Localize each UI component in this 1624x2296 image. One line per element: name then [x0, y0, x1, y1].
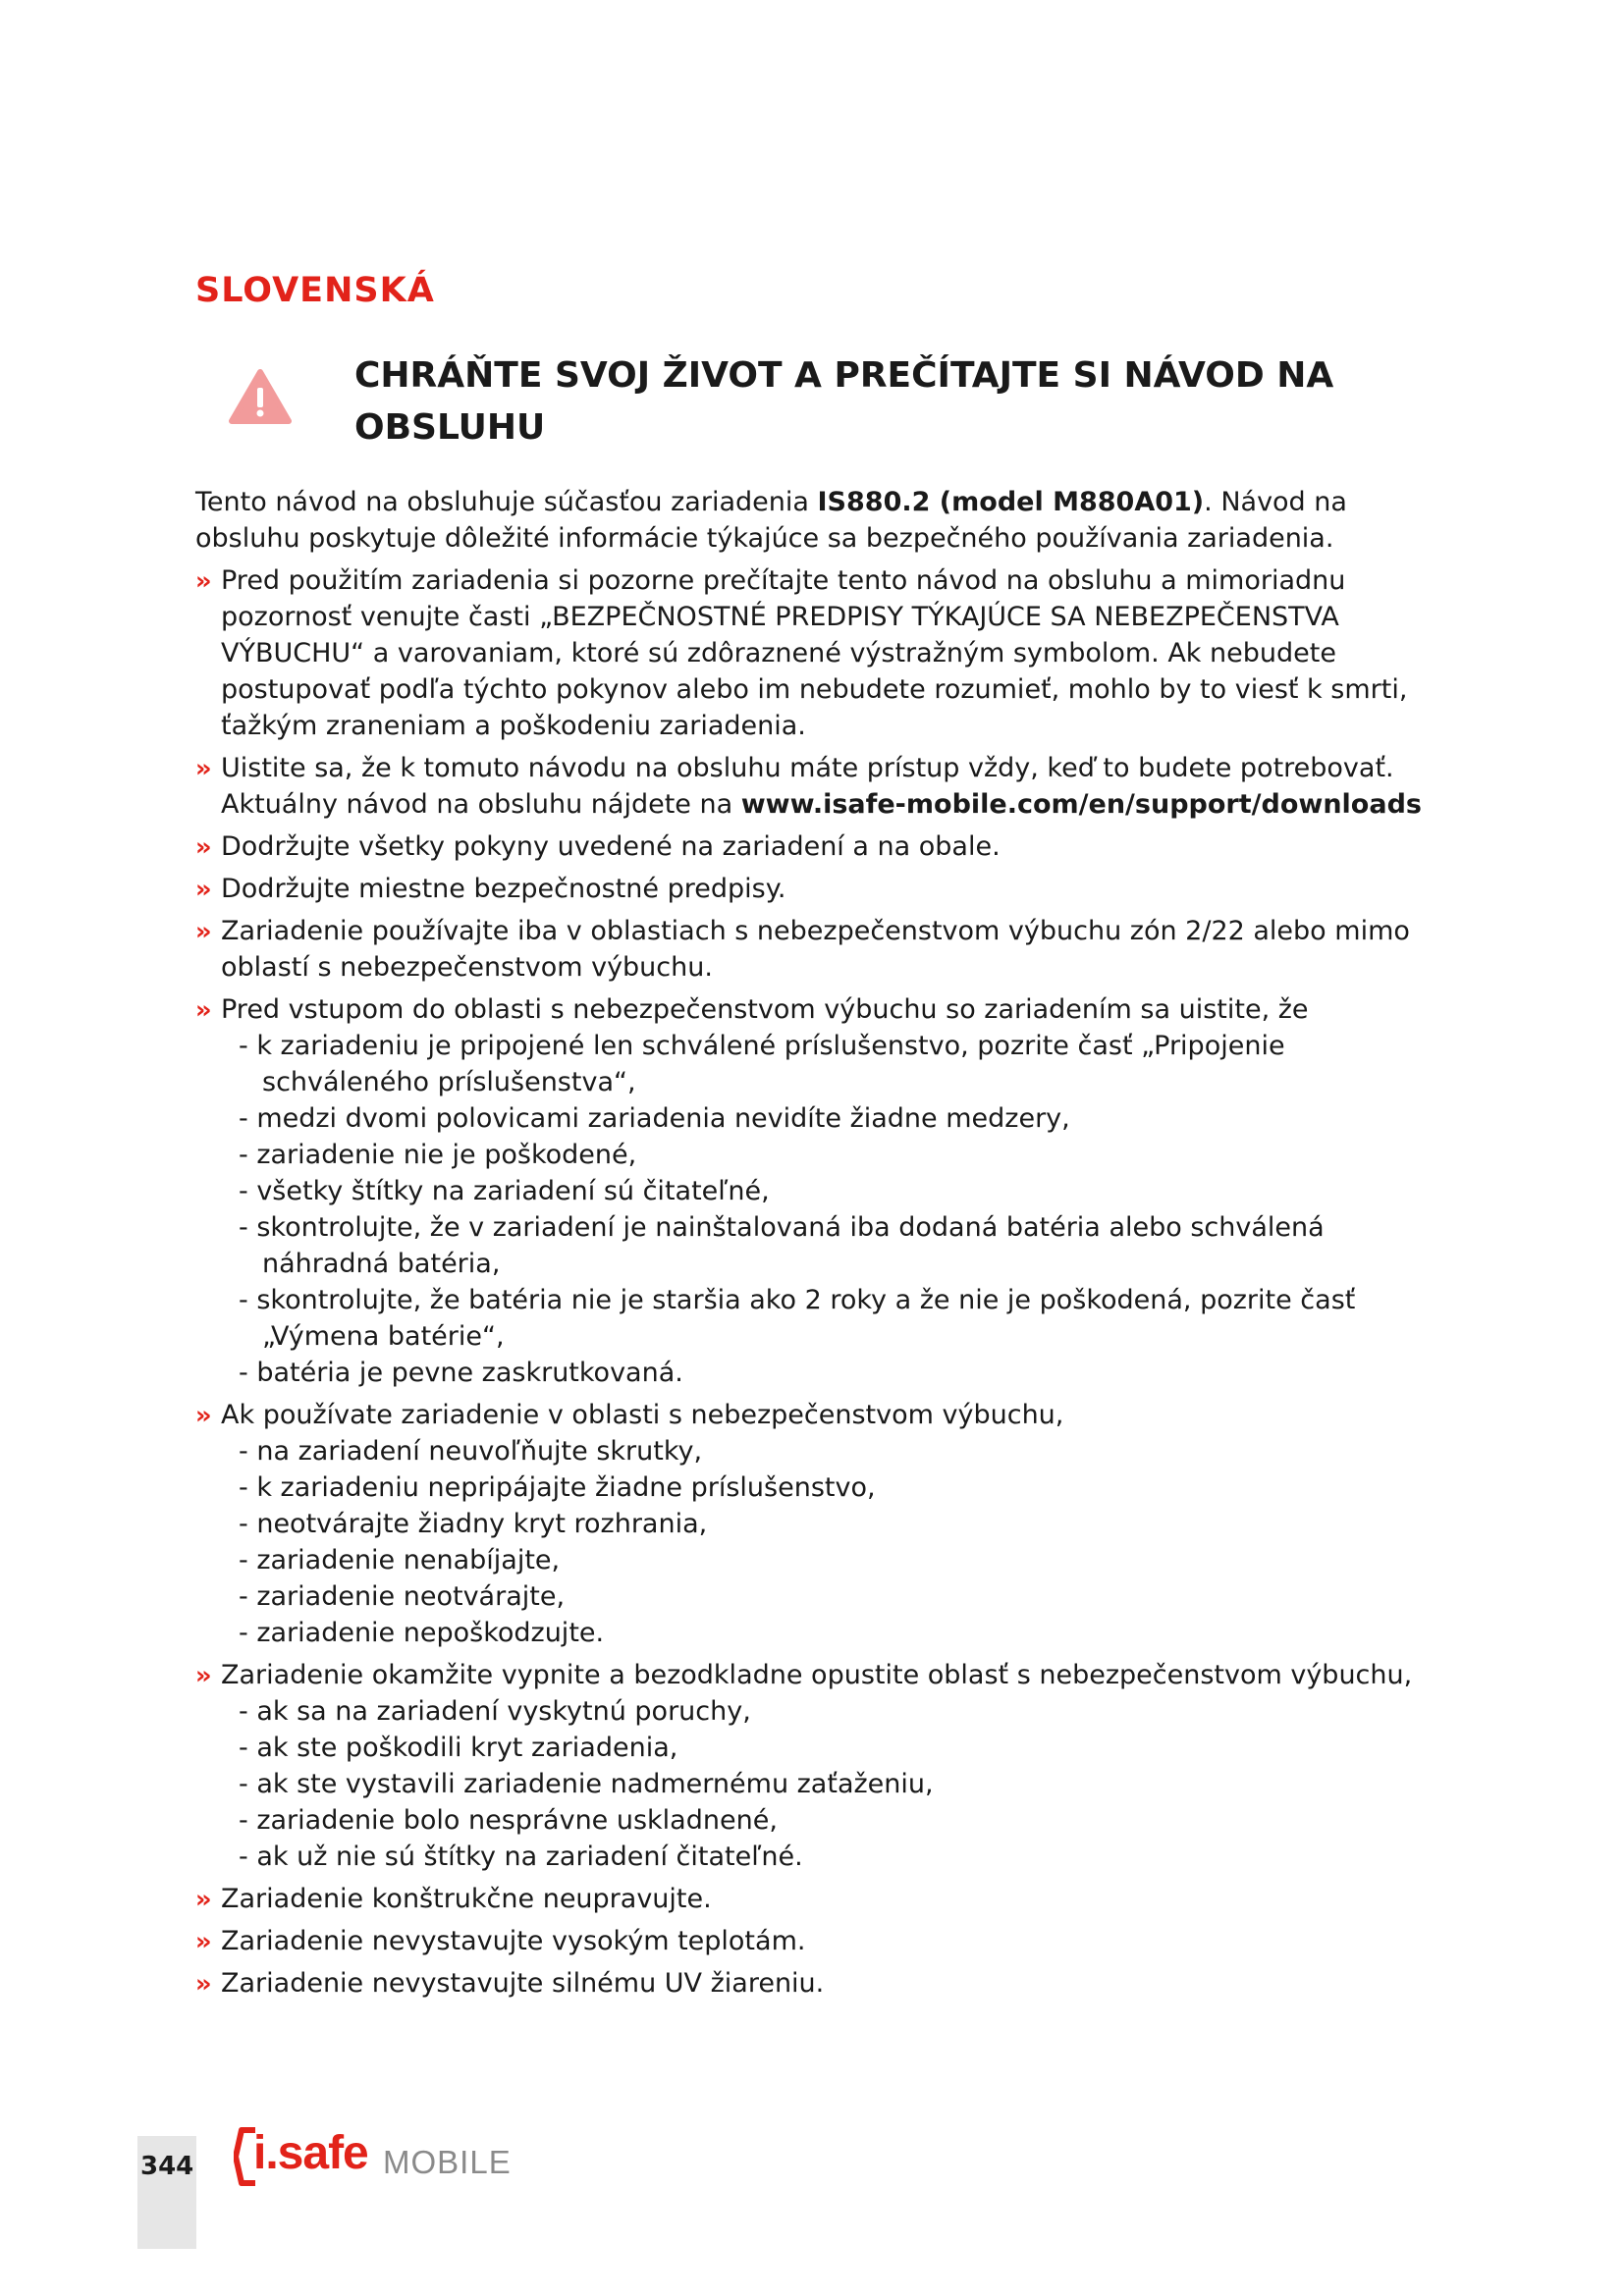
- list-item: ›› Pred vstupom do oblasti s nebezpečenstvom výbuchu so zariadením sa uistite, že - k zariadeniu je pripojené len schválené príslušenstvo, pozrite časť „Pripojenie schváleného príslušenstva“, - medzi dvomi polovicami zariadenia nevidíte žiadne medzery, - zariadenie nie je poškodené, - všetky štítky na zariadení sú čitateľné, - skontrolujte, že v zariadení je nainštalovaná iba dodaná batéria alebo schválená náhradná batéria, - skontrolujte, že batéria nie je staršia ako 2 roky a že nie je poškodená, pozrite časť „Výmena batérie“, - batéria je pevne zaskrutkovaná.: [195, 991, 1442, 1391]
- support-link[interactable]: www.isafe-mobile.com/en/support/downloads: [740, 789, 1422, 820]
- sub-item: - neotvárajte žiadny kryt rozhrania,: [239, 1509, 708, 1539]
- sub-item: - zariadenie nepoškodzujte.: [239, 1618, 605, 1648]
- chevron-bullet-icon: ››: [195, 1661, 208, 1689]
- safety-list: [195, 562, 1442, 2002]
- sub-item: - batéria je pevne zaskrutkovaná.: [239, 1358, 683, 1388]
- chevron-bullet-icon: ››: [195, 1885, 208, 1913]
- model-name: IS880.2 (model M880A01): [817, 487, 1205, 517]
- sub-item: - k zariadeniu nepripájajte žiadne príslušenstvo,: [239, 1472, 876, 1503]
- warning-triangle-icon: [228, 368, 293, 425]
- chevron-bullet-icon: ››: [195, 1927, 208, 1955]
- list-item: ›› Zariadenie nevystavujte vysokým teplotám.: [195, 1923, 1442, 1959]
- chevron-bullet-icon: ››: [195, 754, 208, 782]
- list-item: ›› Zariadenie používajte iba v oblastiach s nebezpečenstvom výbuchu zón 2/22 alebo mimo oblastí s nebezpečenstvom výbuchu.: [195, 913, 1442, 986]
- list-item: ›› Zariadenie nevystavujte silnému UV žiareniu.: [195, 1965, 1442, 2002]
- list-item: ›› Zariadenie konštrukčne neupravujte.: [195, 1881, 1442, 1917]
- page-number: 344: [140, 2152, 194, 2181]
- chevron-bullet-icon: ››: [195, 1401, 208, 1429]
- isafe-mobile-logo: [234, 2124, 518, 2193]
- sub-item: - zariadenie bolo nesprávne uskladnené,: [239, 1805, 778, 1836]
- chevron-bullet-icon: ››: [195, 832, 208, 861]
- sub-item: - všetky štítky na zariadení sú čitateľné,: [239, 1176, 770, 1206]
- sub-item: - skontrolujte, že batéria nie je staršia ako 2 roky a že nie je poškodená, pozrite časť „Výmena batérie“,: [239, 1285, 1356, 1352]
- sub-list: [221, 1693, 1442, 1875]
- chevron-bullet-icon: ››: [195, 566, 208, 595]
- list-item: ›› Dodržujte miestne bezpečnostné predpisy.: [195, 871, 1442, 907]
- sub-list: [221, 1028, 1442, 1391]
- list-item: ›› Zariadenie okamžite vypnite a bezodkladne opustite oblasť s nebezpečenstvom výbuchu, - ak sa na zariadení vyskytnú poruchy, - ak ste poškodili kryt zariadenia, - ak ste vystavili zariadenie nadmernému zaťaženiu, - zariadenie bolo nesprávne uskladnené, - ak už nie sú štítky na zariadení čitateľné.: [195, 1657, 1442, 1875]
- sub-item: - ak sa na zariadení vyskytnú poruchy,: [239, 1696, 751, 1727]
- chevron-bullet-icon: ››: [195, 917, 208, 945]
- sub-item: - ak ste vystavili zariadenie nadmernému zaťaženiu,: [239, 1769, 934, 1799]
- list-item: ›› Ak používate zariadenie v oblasti s nebezpečenstvom výbuchu, - na zariadení neuvoľňujte skrutky, - k zariadeniu nepripájajte žiadne príslušenstvo, - neotvárajte žiadny kryt rozhrania, - zariadenie nenabíjajte, - zariadenie neotvárajte, - zariadenie nepoškodzujte.: [195, 1397, 1442, 1651]
- intro-text-end: . Návod na obsluhu poskytuje dôležité informácie týkajúce sa bezpečného používania zariadenia.: [195, 487, 1347, 554]
- language-heading: SLOVENSKÁ: [195, 271, 435, 310]
- sub-item: - medzi dvomi polovicami zariadenia nevidíte žiadne medzery,: [239, 1103, 1070, 1134]
- list-item: ›› Uistite sa, že k tomuto návodu na obsluhu máte prístup vždy, keď to budete potrebovať. Aktuálny návod na obsluhu nájdete na www.isafe-mobile.com/en/support/downloads: [195, 750, 1442, 823]
- sub-item: - skontrolujte, že v zariadení je nainštalovaná iba dodaná batéria alebo schválená náhradná batéria,: [239, 1212, 1325, 1279]
- logo-sub: MOBILE: [383, 2144, 512, 2180]
- sub-list: [221, 1433, 1442, 1651]
- chevron-bullet-icon: ››: [195, 875, 208, 903]
- sub-item: - na zariadení neuvoľňujte skrutky,: [239, 1436, 703, 1467]
- chevron-bullet-icon: ››: [195, 1969, 208, 1998]
- sub-item: - zariadenie neotvárajte,: [239, 1581, 566, 1612]
- sub-item: - zariadenie nenabíjajte,: [239, 1545, 561, 1575]
- sub-item: - ak už nie sú štítky na zariadení čitateľné.: [239, 1842, 803, 1872]
- content: [195, 484, 1442, 2002]
- sub-item: - zariadenie nie je poškodené,: [239, 1140, 637, 1170]
- page-title: CHRÁŇTE SVOJ ŽIVOT A PREČÍTAJTE SI NÁVOD NA OBSLUHU: [354, 355, 1334, 448]
- intro-paragraph: [195, 484, 1442, 557]
- sub-item: - k zariadeniu je pripojené len schválené príslušenstvo, pozrite časť „Pripojenie schváleného príslušenstva“,: [239, 1031, 1285, 1097]
- intro-text: Tento návod na obsluhuje súčasťou zariadenia: [195, 487, 818, 517]
- sub-item: - ak ste poškodili kryt zariadenia,: [239, 1733, 678, 1763]
- list-item: ›› Dodržujte všetky pokyny uvedené na zariadení a na obale.: [195, 828, 1442, 865]
- logo-brand: i.safe: [253, 2127, 368, 2179]
- list-item: ›› Pred použitím zariadenia si pozorne prečítajte tento návod na obsluhu a mimoriadnu pozornosť venujte časti „BEZPEČNOSTNÉ PREDPISY TÝKAJÚCE SA NEBEZPEČENSTVA VÝBUCHU“ a varovaniam, ktoré sú zdôraznené výstražným symbolom. Ak nebudete postupovať podľa týchto pokynov alebo im nebudete rozumieť, mohlo by to viesť k smrti, ťažkým zraneniam a poškodeniu zariadenia.: [195, 562, 1442, 744]
- chevron-bullet-icon: ››: [195, 995, 208, 1024]
